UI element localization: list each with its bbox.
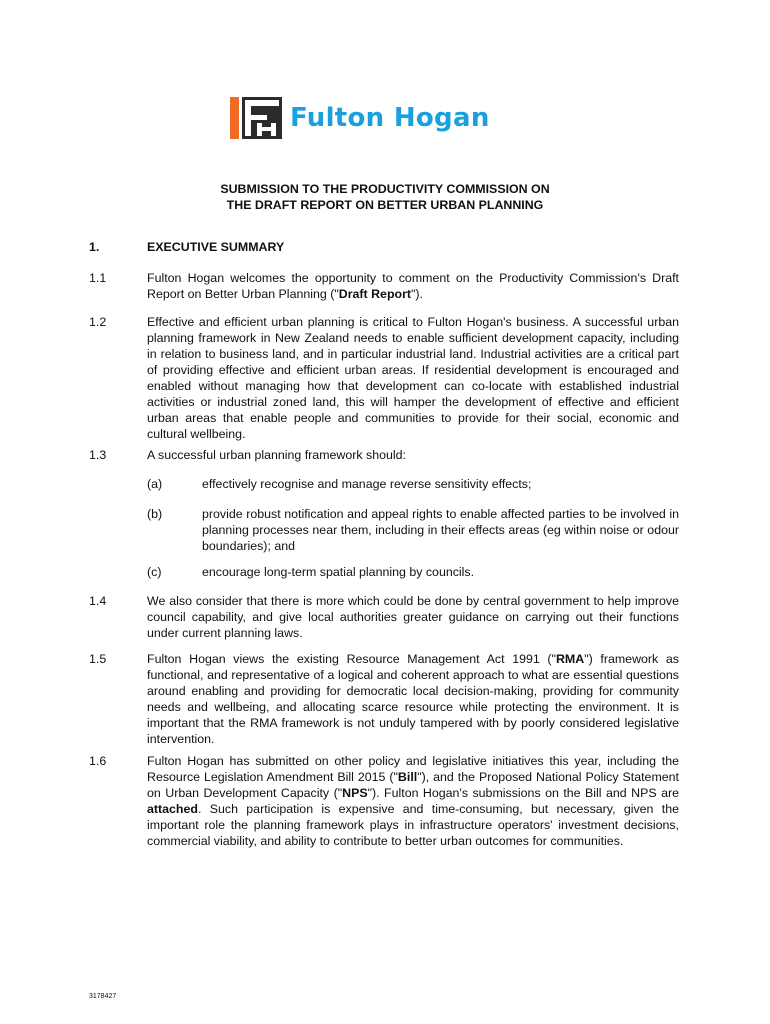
- paragraph-1-1: Fulton Hogan welcomes the opportunity to comment on the Productivity Commission's Draft Report on Better Urban Planning ("Draft Report").: [147, 271, 679, 301]
- title-line-1: SUBMISSION TO THE PRODUCTIVITY COMMISSION ON: [220, 182, 550, 196]
- list-item: effectively recognise and manage reverse sensitivity effects;: [202, 477, 532, 491]
- paragraph-1-6: Fulton Hogan has submitted on other policy and legislative initiatives this year, including the Resource Legislation Amendment Bill 2015 ("Bill"), and the Proposed National Policy Statement on Urban Development Capacity ("NPS"). Fulton Hogan's submissions on the Bill and NPS are attached. Such participation is expensive and time-consuming, but necessary, given the important role the planning framework plays in infrastructure operators' investment decisions, commercial viability, and ability to contribute to better urban outcomes for communities.: [147, 754, 679, 848]
- document-id: 3178427: [89, 993, 117, 1000]
- list-item: encourage long-term spatial planning by councils.: [202, 565, 475, 579]
- list-item-label: (b): [147, 507, 163, 521]
- section-number: 1.: [89, 240, 100, 254]
- para-number: 1.2: [89, 315, 107, 329]
- defined-term: RMA: [555, 652, 585, 666]
- list-item-label: (c): [147, 565, 162, 579]
- fulton-hogan-mark-icon: [230, 97, 282, 139]
- para-number: 1.4: [89, 594, 107, 608]
- title-line-2: THE DRAFT REPORT ON BETTER URBAN PLANNING: [226, 198, 544, 212]
- section-heading: EXECUTIVE SUMMARY: [147, 240, 285, 254]
- company-logo: [230, 97, 490, 139]
- defined-term: Bill: [397, 770, 418, 784]
- emphasis-term: attached: [147, 802, 198, 816]
- defined-term: Draft Report: [338, 287, 412, 301]
- list-item: provide robust notification and appeal rights to enable affected parties to be involved in planning processes near them, including in their effects areas (eg within noise or odour boundaries); and: [202, 507, 679, 553]
- defined-term: NPS: [342, 786, 368, 800]
- logo-wordmark: Fulton Hogan: [290, 103, 490, 133]
- list-item-label: (a): [147, 477, 163, 491]
- para-number: 1.5: [89, 652, 107, 666]
- document-title: [0, 181, 770, 213]
- para-number: 1.6: [89, 754, 107, 768]
- para-number: 1.1: [89, 271, 107, 285]
- paragraph-1-2: Effective and efficient urban planning is critical to Fulton Hogan's business. A successful urban planning framework in New Zealand needs to enable sufficient development capacity, including in relation to business land, and in particular industrial land. Industrial activities are a critical part of providing effective and efficient urban areas. If residential development is encouraged and enabled without managing how that development can co-locate with established industrial activities or industrial zoned land, this will hamper the development of effective and efficient urban areas that enable people and communities to provide for their social, economic and cultural wellbeing.: [147, 315, 679, 441]
- paragraph-1-5: Fulton Hogan views the existing Resource Management Act 1991 ("RMA") framework as functional, and representative of a logical and coherent approach to what are essential questions around enabling and providing for democratic local decision-making, providing for community needs and wellbeing, and allocating scarce resource while protecting the environment. It is important that the RMA framework is not unduly tampered with by poorly considered legislative intervention.: [147, 652, 679, 746]
- para-number: 1.3: [89, 448, 107, 462]
- paragraph-1-4: We also consider that there is more which could be done by central government to help improve council capability, and give local authorities greater guidance on carrying out their functions under current planning laws.: [147, 594, 679, 640]
- paragraph-1-3: A successful urban planning framework should:: [147, 448, 406, 462]
